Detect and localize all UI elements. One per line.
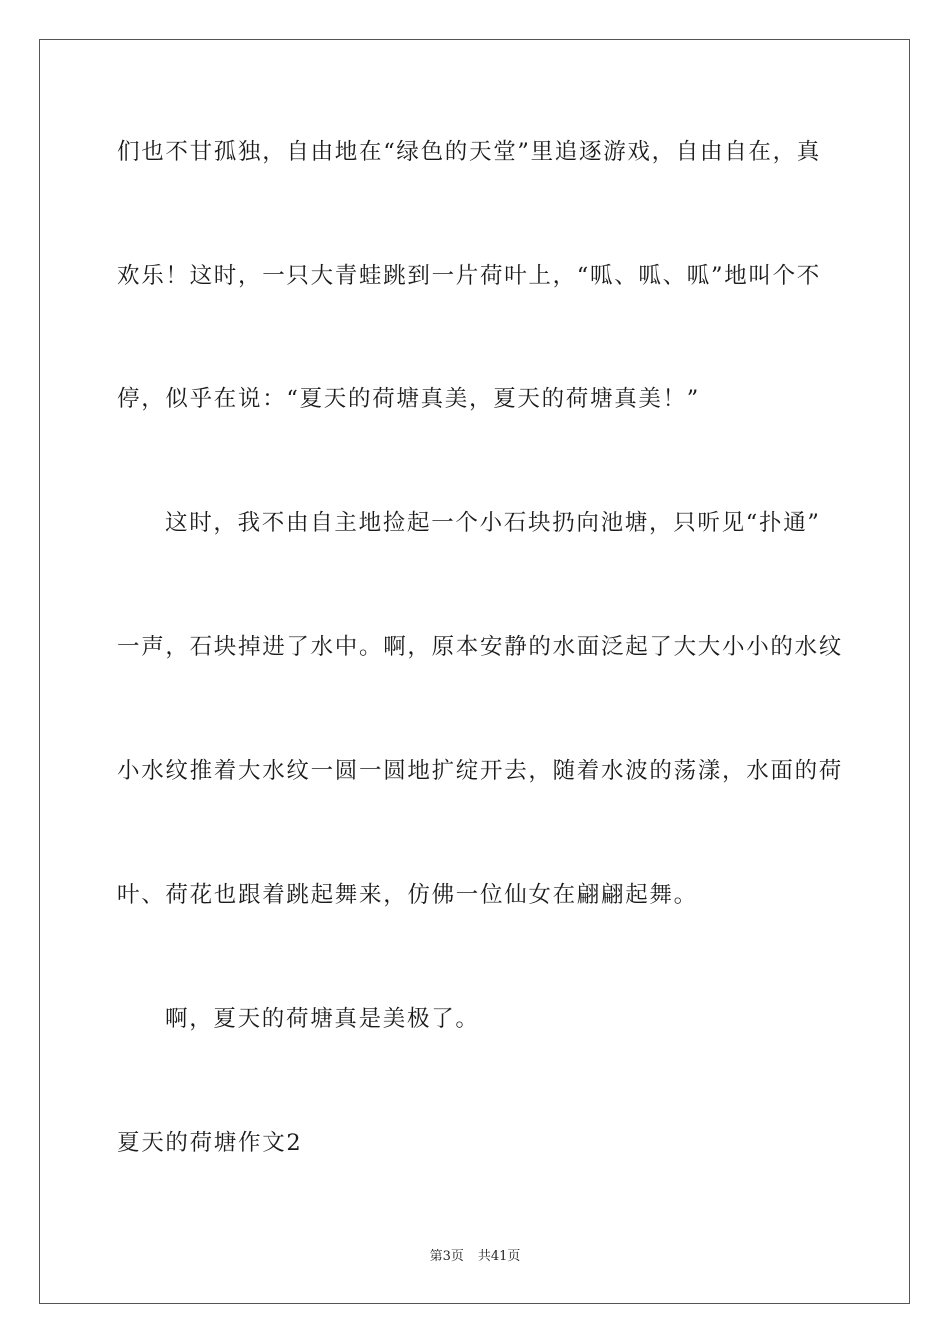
paragraph-line-8: 啊，夏天的荷塘真是美极了。: [165, 1006, 480, 1032]
paragraph-line-4: 这时，我不由自主地捡起一个小石块扔向池塘，只听见“扑通”: [165, 510, 821, 536]
paragraph-line-6: 小水纹推着大水纹一圆一圆地扩绽开去，随着水波的荡漾，水面的荷: [117, 758, 844, 784]
paragraph-line-7: 叶、荷花也跟着跳起舞来，仿佛一位仙女在翩翩起舞。: [117, 882, 698, 908]
paragraph-line-2: 欢乐！这时，一只大青蛙跳到一片荷叶上，“呱、呱、呱”地叫个不: [117, 263, 822, 289]
paragraph-line-5: 一声，石块掉进了水中。啊，原本安静的水面泛起了大大小小的水纹: [117, 634, 844, 660]
paragraph-line-3: 停，似乎在说：“夏天的荷塘真美，夏天的荷塘真美！”: [117, 386, 701, 412]
page-number: 第3页: [429, 1249, 464, 1264]
section-heading: 夏天的荷塘作文2: [117, 1130, 303, 1156]
total-pages: 共41页: [477, 1249, 521, 1264]
page-border: [39, 39, 910, 1304]
paragraph-line-1: 们也不甘孤独，自由地在“绿色的天堂”里追逐游戏，自由自在，真: [117, 139, 822, 165]
page-footer: [0, 1248, 950, 1266]
